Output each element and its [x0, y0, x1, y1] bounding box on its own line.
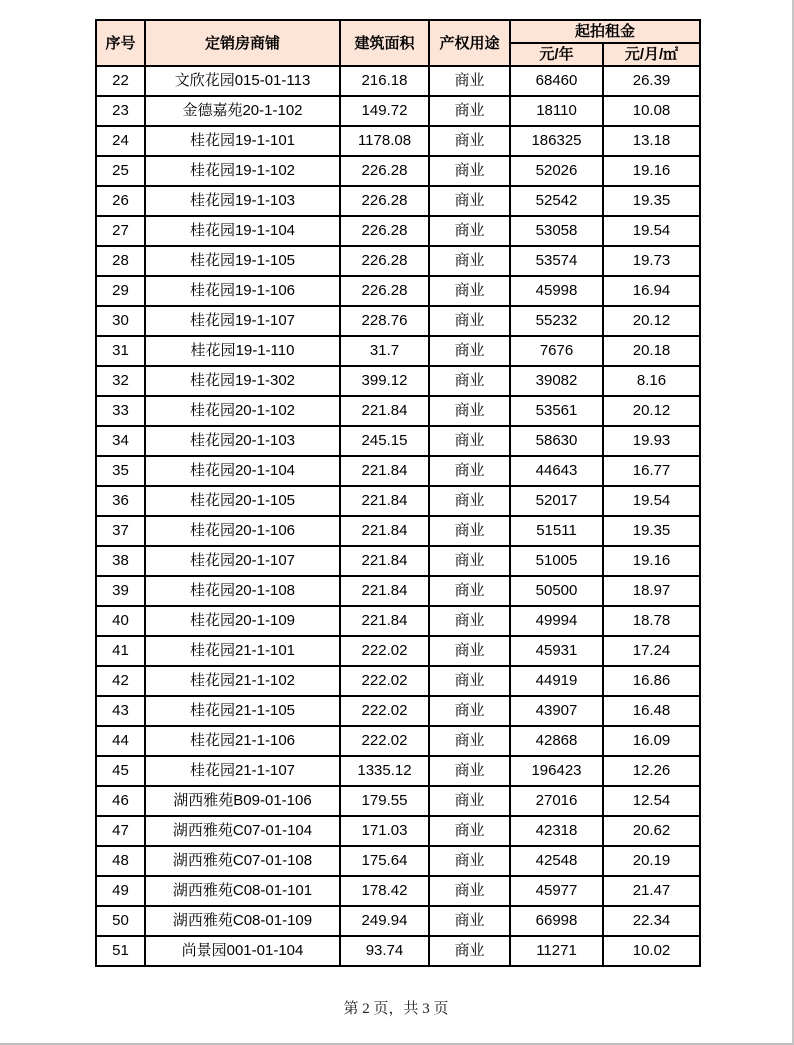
table-row	[96, 336, 700, 366]
shop-cell: 桂花园21-1-106	[145, 726, 340, 756]
rent-month-sqm-cell: 16.48	[603, 696, 700, 726]
area-cell: 179.55	[340, 786, 429, 816]
shop-cell: 尚景园001-01-104	[145, 936, 340, 966]
area-cell: 226.28	[340, 276, 429, 306]
area-cell: 93.74	[340, 936, 429, 966]
index-cell: 49	[96, 876, 145, 906]
area-cell: 178.42	[340, 876, 429, 906]
index-cell: 37	[96, 516, 145, 546]
rent-year-cell: 45977	[510, 876, 603, 906]
shop-cell: 桂花园20-1-109	[145, 606, 340, 636]
header-row-top	[96, 20, 700, 43]
table-body	[96, 66, 700, 966]
table-row	[96, 696, 700, 726]
rent-table	[95, 19, 701, 967]
rent-year-cell: 55232	[510, 306, 603, 336]
rent-month-sqm-cell: 20.18	[603, 336, 700, 366]
table-row	[96, 456, 700, 486]
usage-cell: 商业	[429, 156, 510, 186]
usage-cell: 商业	[429, 246, 510, 276]
shop-cell: 湖西雅苑C07-01-104	[145, 816, 340, 846]
index-cell: 28	[96, 246, 145, 276]
table-row	[96, 636, 700, 666]
usage-cell: 商业	[429, 606, 510, 636]
area-cell: 222.02	[340, 666, 429, 696]
area-cell: 222.02	[340, 726, 429, 756]
page-number: 第 2 页，共 3 页	[343, 1001, 449, 1017]
table-row	[96, 786, 700, 816]
rent-month-sqm-cell: 20.12	[603, 306, 700, 336]
index-cell: 33	[96, 396, 145, 426]
area-cell: 1178.08	[340, 126, 429, 156]
shop-cell: 桂花园19-1-101	[145, 126, 340, 156]
index-cell: 38	[96, 546, 145, 576]
index-cell: 26	[96, 186, 145, 216]
index-cell: 44	[96, 726, 145, 756]
rent-year-cell: 49994	[510, 606, 603, 636]
index-cell: 35	[96, 456, 145, 486]
usage-cell: 商业	[429, 366, 510, 396]
usage-cell: 商业	[429, 66, 510, 96]
header-rent-group: 起拍租金	[510, 20, 700, 43]
index-cell: 32	[96, 366, 145, 396]
index-cell: 23	[96, 96, 145, 126]
usage-cell: 商业	[429, 486, 510, 516]
usage-cell: 商业	[429, 516, 510, 546]
area-cell: 31.7	[340, 336, 429, 366]
rent-year-cell: 68460	[510, 66, 603, 96]
rent-year-cell: 27016	[510, 786, 603, 816]
shop-cell: 湖西雅苑B09-01-106	[145, 786, 340, 816]
rent-month-sqm-cell: 17.24	[603, 636, 700, 666]
usage-cell: 商业	[429, 846, 510, 876]
usage-cell: 商业	[429, 666, 510, 696]
shop-cell: 桂花园19-1-103	[145, 186, 340, 216]
rent-month-sqm-cell: 19.54	[603, 486, 700, 516]
shop-cell: 桂花园21-1-105	[145, 696, 340, 726]
header-index: 序号	[96, 20, 145, 66]
header-shop: 定销房商铺	[145, 20, 340, 66]
index-cell: 31	[96, 336, 145, 366]
shop-cell: 桂花园19-1-104	[145, 216, 340, 246]
rent-month-sqm-cell: 19.35	[603, 186, 700, 216]
rent-year-cell: 44643	[510, 456, 603, 486]
table-row	[96, 366, 700, 396]
usage-cell: 商业	[429, 336, 510, 366]
table-row	[96, 66, 700, 96]
shop-cell: 湖西雅苑C08-01-101	[145, 876, 340, 906]
rent-month-sqm-cell: 21.47	[603, 876, 700, 906]
rent-year-cell: 50500	[510, 576, 603, 606]
table-row	[96, 486, 700, 516]
rent-month-sqm-cell: 26.39	[603, 66, 700, 96]
area-cell: 221.84	[340, 606, 429, 636]
area-cell: 245.15	[340, 426, 429, 456]
table-row	[96, 756, 700, 786]
shop-cell: 桂花园20-1-107	[145, 546, 340, 576]
rent-year-cell: 39082	[510, 366, 603, 396]
rent-year-cell: 66998	[510, 906, 603, 936]
rent-month-sqm-cell: 19.93	[603, 426, 700, 456]
index-cell: 45	[96, 756, 145, 786]
header-usage: 产权用途	[429, 20, 510, 66]
table-row	[96, 576, 700, 606]
area-cell: 221.84	[340, 546, 429, 576]
area-cell: 221.84	[340, 516, 429, 546]
shop-cell: 桂花园20-1-103	[145, 426, 340, 456]
area-cell: 222.02	[340, 636, 429, 666]
area-cell: 221.84	[340, 576, 429, 606]
shop-cell: 桂花园21-1-107	[145, 756, 340, 786]
shop-cell: 桂花园19-1-105	[145, 246, 340, 276]
rent-year-cell: 52017	[510, 486, 603, 516]
table-row	[96, 426, 700, 456]
rent-month-sqm-cell: 22.34	[603, 906, 700, 936]
usage-cell: 商业	[429, 576, 510, 606]
table-row	[96, 396, 700, 426]
area-cell: 226.28	[340, 216, 429, 246]
rent-month-sqm-cell: 10.02	[603, 936, 700, 966]
table-row	[96, 666, 700, 696]
usage-cell: 商业	[429, 906, 510, 936]
rent-month-sqm-cell: 16.94	[603, 276, 700, 306]
header-rent-per-month-sqm: 元/月/㎡	[603, 43, 700, 66]
index-cell: 48	[96, 846, 145, 876]
area-cell: 399.12	[340, 366, 429, 396]
index-cell: 51	[96, 936, 145, 966]
table-row	[96, 906, 700, 936]
shop-cell: 桂花园19-1-110	[145, 336, 340, 366]
table-row	[96, 876, 700, 906]
shop-cell: 金德嘉苑20-1-102	[145, 96, 340, 126]
rent-month-sqm-cell: 12.54	[603, 786, 700, 816]
rent-year-cell: 45998	[510, 276, 603, 306]
usage-cell: 商业	[429, 276, 510, 306]
rent-year-cell: 43907	[510, 696, 603, 726]
usage-cell: 商业	[429, 456, 510, 486]
rent-year-cell: 52542	[510, 186, 603, 216]
shop-cell: 文欣花园015-01-113	[145, 66, 340, 96]
index-cell: 41	[96, 636, 145, 666]
index-cell: 43	[96, 696, 145, 726]
rent-month-sqm-cell: 16.86	[603, 666, 700, 696]
table-row	[96, 846, 700, 876]
rent-month-sqm-cell: 19.16	[603, 546, 700, 576]
rent-month-sqm-cell: 20.19	[603, 846, 700, 876]
area-cell: 175.64	[340, 846, 429, 876]
shop-cell: 桂花园20-1-108	[145, 576, 340, 606]
rent-year-cell: 52026	[510, 156, 603, 186]
header-area: 建筑面积	[340, 20, 429, 66]
usage-cell: 商业	[429, 936, 510, 966]
table-row	[96, 276, 700, 306]
usage-cell: 商业	[429, 216, 510, 246]
rent-month-sqm-cell: 19.73	[603, 246, 700, 276]
table-row	[96, 546, 700, 576]
area-cell: 249.94	[340, 906, 429, 936]
rent-year-cell: 18110	[510, 96, 603, 126]
rent-month-sqm-cell: 16.09	[603, 726, 700, 756]
area-cell: 221.84	[340, 456, 429, 486]
area-cell: 221.84	[340, 396, 429, 426]
index-cell: 25	[96, 156, 145, 186]
rent-month-sqm-cell: 8.16	[603, 366, 700, 396]
table-row	[96, 306, 700, 336]
rent-month-sqm-cell: 20.12	[603, 396, 700, 426]
table-row	[96, 516, 700, 546]
usage-cell: 商业	[429, 96, 510, 126]
rent-month-sqm-cell: 19.54	[603, 216, 700, 246]
area-cell: 221.84	[340, 486, 429, 516]
index-cell: 29	[96, 276, 145, 306]
rent-year-cell: 7676	[510, 336, 603, 366]
index-cell: 24	[96, 126, 145, 156]
index-cell: 42	[96, 666, 145, 696]
area-cell: 149.72	[340, 96, 429, 126]
rent-year-cell: 53574	[510, 246, 603, 276]
rent-month-sqm-cell: 18.78	[603, 606, 700, 636]
area-cell: 222.02	[340, 696, 429, 726]
shop-cell: 桂花园19-1-102	[145, 156, 340, 186]
usage-cell: 商业	[429, 126, 510, 156]
rent-year-cell: 11271	[510, 936, 603, 966]
rent-year-cell: 42548	[510, 846, 603, 876]
area-cell: 228.76	[340, 306, 429, 336]
shop-cell: 桂花园21-1-101	[145, 636, 340, 666]
shop-cell: 桂花园19-1-106	[145, 276, 340, 306]
table-header	[96, 20, 700, 66]
shop-cell: 桂花园21-1-102	[145, 666, 340, 696]
usage-cell: 商业	[429, 786, 510, 816]
rent-month-sqm-cell: 18.97	[603, 576, 700, 606]
index-cell: 30	[96, 306, 145, 336]
rent-year-cell: 58630	[510, 426, 603, 456]
table-row	[96, 126, 700, 156]
usage-cell: 商业	[429, 396, 510, 426]
shop-cell: 桂花园20-1-105	[145, 486, 340, 516]
shop-cell: 桂花园20-1-102	[145, 396, 340, 426]
table-row	[96, 156, 700, 186]
table-row	[96, 936, 700, 966]
index-cell: 27	[96, 216, 145, 246]
rent-month-sqm-cell: 19.35	[603, 516, 700, 546]
area-cell: 1335.12	[340, 756, 429, 786]
rent-year-cell: 44919	[510, 666, 603, 696]
usage-cell: 商业	[429, 726, 510, 756]
index-cell: 40	[96, 606, 145, 636]
table-row	[96, 246, 700, 276]
usage-cell: 商业	[429, 696, 510, 726]
usage-cell: 商业	[429, 876, 510, 906]
table-row	[96, 186, 700, 216]
usage-cell: 商业	[429, 306, 510, 336]
shop-cell: 桂花园20-1-104	[145, 456, 340, 486]
usage-cell: 商业	[429, 186, 510, 216]
table-row	[96, 606, 700, 636]
area-cell: 226.28	[340, 186, 429, 216]
rent-month-sqm-cell: 12.26	[603, 756, 700, 786]
shop-cell: 桂花园20-1-106	[145, 516, 340, 546]
shop-cell: 湖西雅苑C08-01-109	[145, 906, 340, 936]
rent-year-cell: 186325	[510, 126, 603, 156]
header-rent-per-year: 元/年	[510, 43, 603, 66]
rent-year-cell: 51511	[510, 516, 603, 546]
index-cell: 22	[96, 66, 145, 96]
index-cell: 34	[96, 426, 145, 456]
rent-month-sqm-cell: 10.08	[603, 96, 700, 126]
table-row	[96, 96, 700, 126]
usage-cell: 商业	[429, 636, 510, 666]
rent-year-cell: 42868	[510, 726, 603, 756]
index-cell: 46	[96, 786, 145, 816]
usage-cell: 商业	[429, 816, 510, 846]
rent-year-cell: 45931	[510, 636, 603, 666]
index-cell: 47	[96, 816, 145, 846]
rent-year-cell: 42318	[510, 816, 603, 846]
shop-cell: 桂花园19-1-107	[145, 306, 340, 336]
area-cell: 216.18	[340, 66, 429, 96]
table-row	[96, 816, 700, 846]
index-cell: 36	[96, 486, 145, 516]
shop-cell: 湖西雅苑C07-01-108	[145, 846, 340, 876]
shop-cell: 桂花园19-1-302	[145, 366, 340, 396]
rent-year-cell: 53561	[510, 396, 603, 426]
table-row	[96, 216, 700, 246]
usage-cell: 商业	[429, 546, 510, 576]
rent-month-sqm-cell: 19.16	[603, 156, 700, 186]
rent-year-cell: 196423	[510, 756, 603, 786]
usage-cell: 商业	[429, 756, 510, 786]
rent-year-cell: 51005	[510, 546, 603, 576]
index-cell: 50	[96, 906, 145, 936]
area-cell: 171.03	[340, 816, 429, 846]
usage-cell: 商业	[429, 426, 510, 456]
area-cell: 226.28	[340, 246, 429, 276]
rent-month-sqm-cell: 13.18	[603, 126, 700, 156]
index-cell: 39	[96, 576, 145, 606]
table-row	[96, 726, 700, 756]
rent-month-sqm-cell: 16.77	[603, 456, 700, 486]
rent-month-sqm-cell: 20.62	[603, 816, 700, 846]
area-cell: 226.28	[340, 156, 429, 186]
rent-year-cell: 53058	[510, 216, 603, 246]
